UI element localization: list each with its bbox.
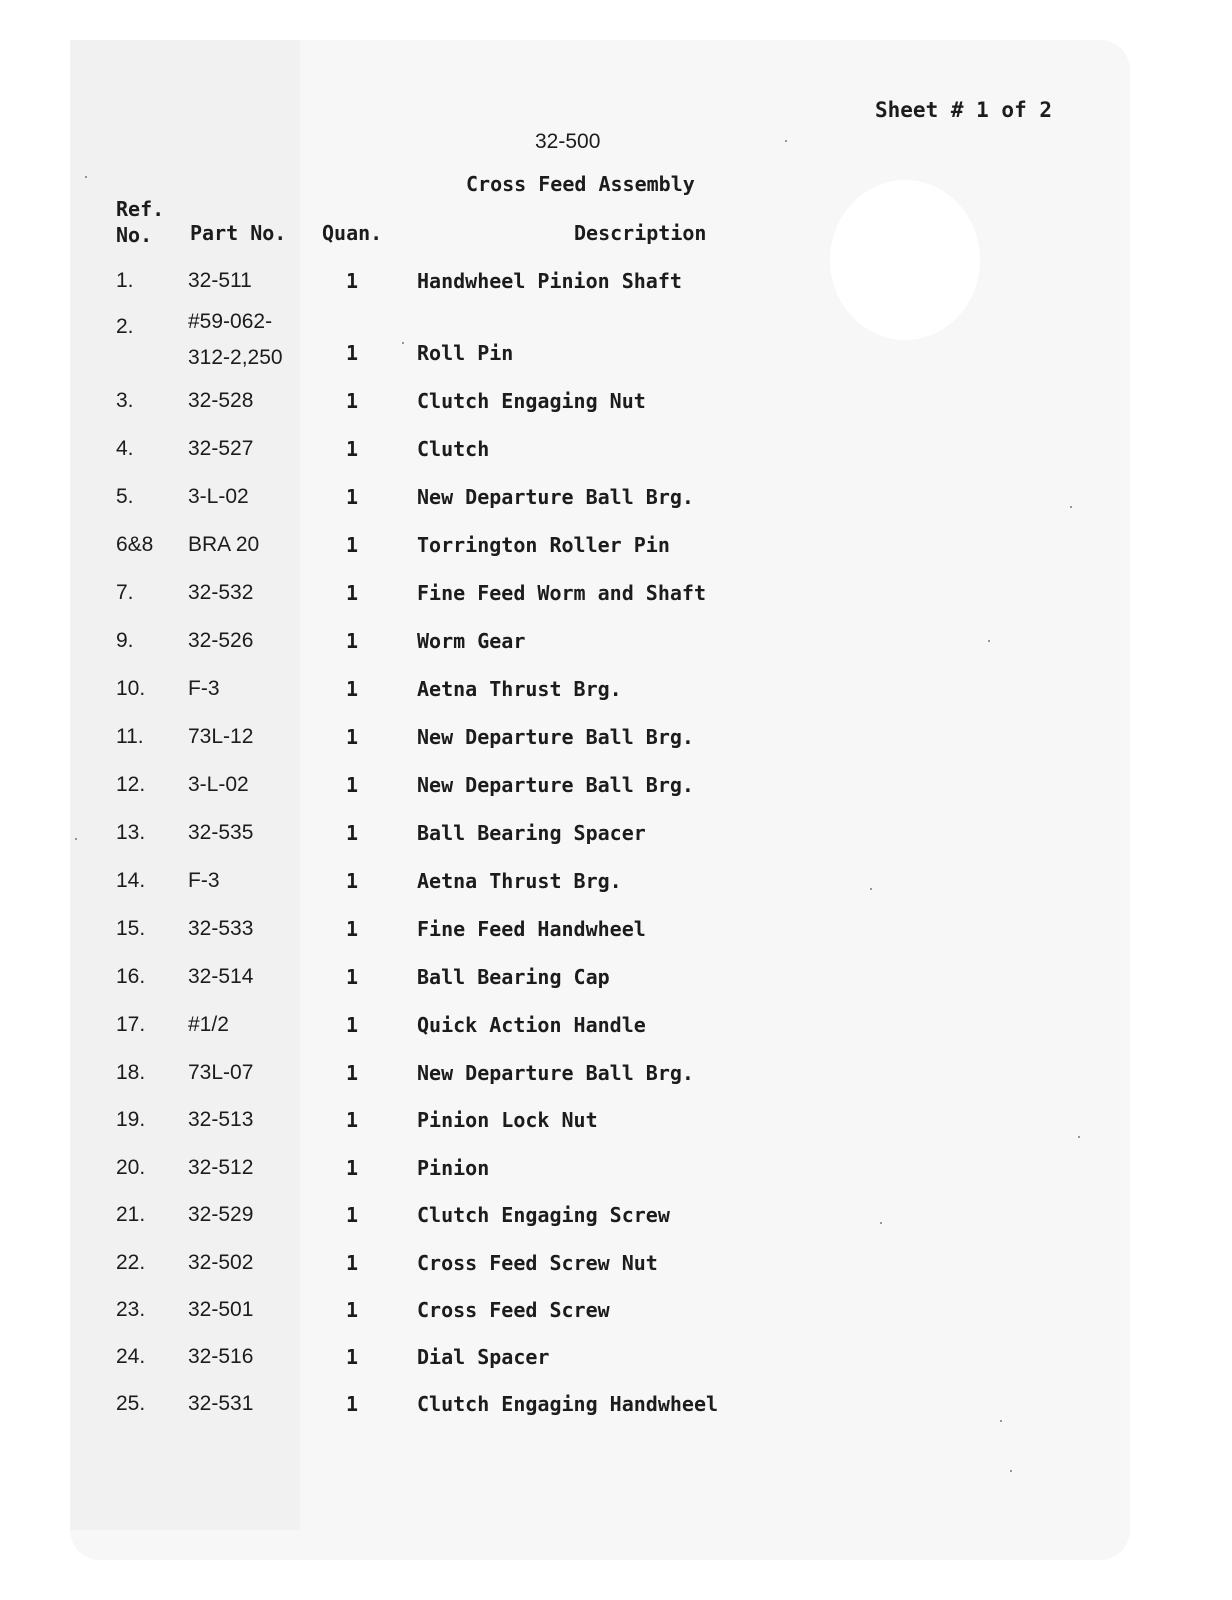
ref-no: 22.	[116, 1251, 146, 1274]
ref-no: 19.	[116, 1108, 146, 1131]
header-quantity: Quan.	[322, 221, 383, 245]
quantity: 1	[346, 1392, 359, 1416]
table-row	[0, 772, 1232, 802]
description: Clutch Engaging Handwheel	[417, 1392, 719, 1416]
part-no: 32-511	[188, 269, 252, 292]
header-ref-no: Ref. No.	[116, 197, 165, 247]
table-row	[0, 484, 1232, 514]
table-row	[0, 1012, 1232, 1042]
quantity: 1	[346, 341, 359, 365]
table-row	[0, 1107, 1232, 1137]
ref-no: 13.	[116, 821, 146, 844]
ref-no: 7.	[116, 581, 134, 604]
quantity: 1	[346, 1251, 359, 1275]
quantity: 1	[346, 773, 359, 797]
part-no: 32-513	[188, 1108, 254, 1131]
ref-no: 15.	[116, 917, 146, 940]
table-row	[0, 532, 1232, 562]
part-no: #59-062- 312-2,250	[188, 310, 283, 369]
ref-no: 25.	[116, 1392, 146, 1415]
ref-no: 16.	[116, 965, 146, 988]
description: Roll Pin	[417, 341, 514, 365]
ref-no: 23.	[116, 1298, 146, 1321]
quantity: 1	[346, 1298, 359, 1322]
part-no: 32-512	[188, 1156, 254, 1179]
description: Clutch	[417, 437, 490, 461]
document-title: Cross Feed Assembly	[466, 172, 695, 196]
part-no: 32-531	[188, 1392, 254, 1415]
description: Pinion Lock Nut	[417, 1108, 598, 1132]
description: Fine Feed Handwheel	[417, 917, 646, 941]
sheet-number: Sheet # 1 of 2	[875, 98, 1053, 122]
description: New Departure Ball Brg.	[417, 725, 694, 749]
part-no: F-3	[188, 869, 220, 892]
ref-no: 1.	[116, 269, 134, 292]
table-row	[0, 1202, 1232, 1232]
table-row	[0, 964, 1232, 994]
description: Pinion	[417, 1156, 490, 1180]
table-row	[0, 676, 1232, 706]
part-no: 32-514	[188, 965, 254, 988]
description: Cross Feed Screw Nut	[417, 1251, 658, 1275]
ref-no: 12.	[116, 773, 146, 796]
description: Cross Feed Screw	[417, 1298, 610, 1322]
quantity: 1	[346, 965, 359, 989]
quantity: 1	[346, 1203, 359, 1227]
quantity: 1	[346, 821, 359, 845]
quantity: 1	[346, 1013, 359, 1037]
quantity: 1	[346, 869, 359, 893]
quantity: 1	[346, 629, 359, 653]
table-row	[0, 628, 1232, 658]
ref-no: 14.	[116, 869, 146, 892]
description: Ball Bearing Cap	[417, 965, 610, 989]
part-no: 32-533	[188, 917, 254, 940]
ref-no: 11.	[116, 725, 144, 748]
part-no: 32-532	[188, 581, 254, 604]
paper-blotch	[830, 180, 980, 340]
table-row	[0, 916, 1232, 946]
quantity: 1	[346, 677, 359, 701]
part-no: 32-527	[188, 437, 254, 460]
quantity: 1	[346, 1061, 359, 1085]
ref-no: 2.	[116, 315, 134, 338]
speck	[785, 140, 787, 142]
document-number: 32-500	[535, 130, 601, 153]
ref-no: 18.	[116, 1061, 146, 1084]
table-row	[0, 724, 1232, 754]
table-row	[0, 388, 1232, 418]
ref-no: 6&8	[116, 533, 154, 556]
description: New Departure Ball Brg.	[417, 773, 694, 797]
table-row	[0, 1060, 1232, 1090]
ref-no: 20.	[116, 1156, 146, 1179]
quantity: 1	[346, 1345, 359, 1369]
table-row	[0, 436, 1232, 466]
speck	[1010, 1470, 1012, 1472]
part-no: 32-526	[188, 629, 254, 652]
description: New Departure Ball Brg.	[417, 1061, 694, 1085]
quantity: 1	[346, 1108, 359, 1132]
table-row	[0, 580, 1232, 610]
table-row	[0, 310, 1232, 370]
header-part-no: Part No.	[190, 221, 287, 245]
quantity: 1	[346, 533, 359, 557]
table-row	[0, 868, 1232, 898]
header-description: Description	[574, 221, 707, 245]
quantity: 1	[346, 1156, 359, 1180]
table-row	[0, 820, 1232, 850]
quantity: 1	[346, 437, 359, 461]
table-row	[0, 268, 1232, 298]
part-no: 32-502	[188, 1251, 254, 1274]
part-no: 32-528	[188, 389, 254, 412]
quantity: 1	[346, 725, 359, 749]
speck	[85, 176, 87, 178]
table-row	[0, 1250, 1232, 1280]
description: Dial Spacer	[417, 1345, 550, 1369]
ref-no: 5.	[116, 485, 134, 508]
description: Fine Feed Worm and Shaft	[417, 581, 706, 605]
table-row	[0, 1297, 1232, 1327]
part-no: #1/2	[188, 1013, 229, 1036]
part-no: 73L-07	[188, 1061, 254, 1084]
ref-no: 4.	[116, 437, 134, 460]
part-no: 32-529	[188, 1203, 254, 1226]
part-no: BRA 20	[188, 533, 260, 556]
table-row	[0, 1391, 1232, 1421]
description: Aetna Thrust Brg.	[417, 869, 622, 893]
part-no: 3-L-02	[188, 773, 249, 796]
ref-no: 21.	[116, 1203, 146, 1226]
description: Quick Action Handle	[417, 1013, 646, 1037]
quantity: 1	[346, 917, 359, 941]
quantity: 1	[346, 269, 359, 293]
description: Worm Gear	[417, 629, 526, 653]
table-row	[0, 1155, 1232, 1185]
description: Aetna Thrust Brg.	[417, 677, 622, 701]
description: New Departure Ball Brg.	[417, 485, 694, 509]
part-no: 32-501	[188, 1298, 254, 1321]
ref-no: 17.	[116, 1013, 146, 1036]
quantity: 1	[346, 389, 359, 413]
part-no: 32-535	[188, 821, 254, 844]
description: Torrington Roller Pin	[417, 533, 670, 557]
quantity: 1	[346, 581, 359, 605]
quantity: 1	[346, 485, 359, 509]
part-no: F-3	[188, 677, 220, 700]
description: Clutch Engaging Screw	[417, 1203, 670, 1227]
description: Clutch Engaging Nut	[417, 389, 646, 413]
ref-no: 9.	[116, 629, 134, 652]
part-no: 3-L-02	[188, 485, 249, 508]
description: Ball Bearing Spacer	[417, 821, 646, 845]
part-no: 32-516	[188, 1345, 254, 1368]
table-row	[0, 1344, 1232, 1374]
ref-no: 3.	[116, 389, 134, 412]
part-no: 73L-12	[188, 725, 254, 748]
ref-no: 10.	[116, 677, 146, 700]
description: Handwheel Pinion Shaft	[417, 269, 682, 293]
ref-no: 24.	[116, 1345, 146, 1368]
